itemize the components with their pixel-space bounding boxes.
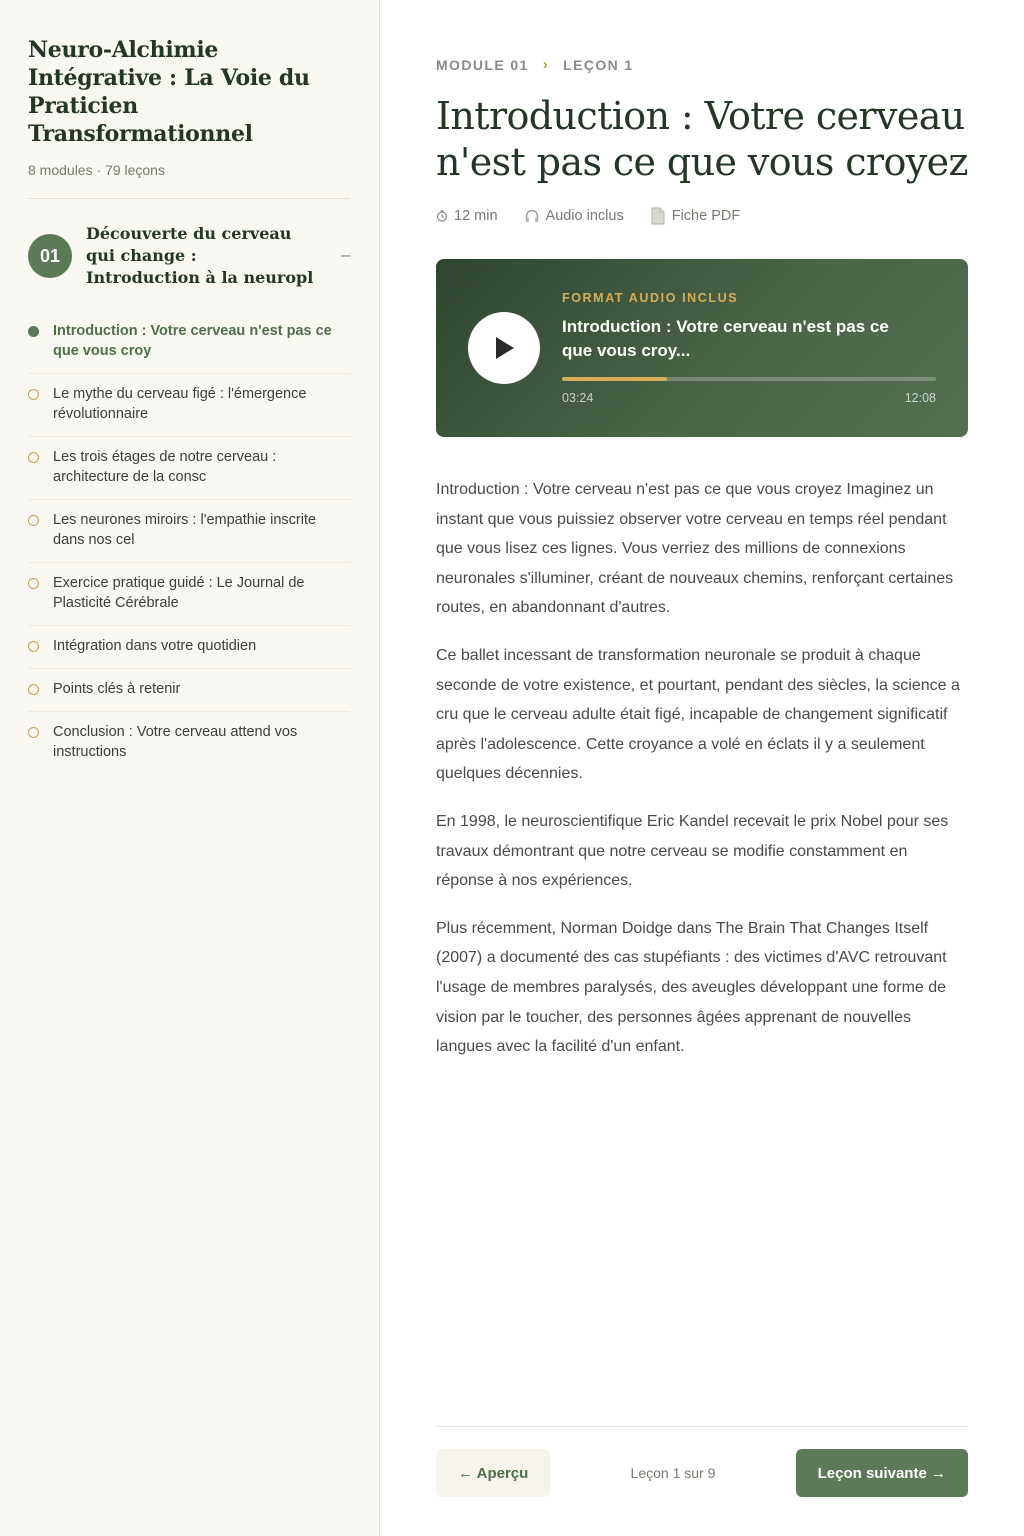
audio-player <box>436 259 968 437</box>
pdf-text[interactable]: Fiche PDF <box>671 208 741 224</box>
sidebar <box>0 0 380 1536</box>
lesson-status-dot <box>28 515 39 526</box>
sidebar-divider <box>28 198 350 199</box>
lesson-label: Conclusion : Votre cerveau attend vos instructions <box>53 724 298 760</box>
lesson-status-dot <box>28 578 39 589</box>
lesson-item-1[interactable] <box>28 311 350 374</box>
duration-meta <box>436 208 498 224</box>
lesson-label: Points clés à retenir <box>53 681 181 697</box>
lesson-status-dot <box>28 684 39 695</box>
breadcrumb <box>436 56 968 73</box>
lesson-item-3[interactable] <box>28 437 350 500</box>
lesson-item-4[interactable] <box>28 500 350 563</box>
lesson-item-7[interactable] <box>28 669 350 712</box>
lesson-status-dot <box>28 452 39 463</box>
audio-progress-bar[interactable] <box>562 377 936 381</box>
lesson-body <box>436 475 968 1062</box>
lesson-label: Introduction : Votre cerveau n'est pas ce que vous croy <box>53 323 332 359</box>
module-number-badge: 01 <box>28 234 72 278</box>
lesson-label: Le mythe du cerveau figé : l'émergence révolutionnaire <box>53 386 307 422</box>
lesson-item-8[interactable] <box>28 712 350 774</box>
audio-progress-fill <box>562 377 667 381</box>
lesson-footer <box>436 1426 968 1497</box>
audio-time-row <box>562 391 936 405</box>
lesson-item-2[interactable] <box>28 374 350 437</box>
breadcrumb-lesson: LEÇON 1 <box>563 56 634 73</box>
audio-kicker: FORMAT AUDIO INCLUS <box>562 291 739 305</box>
lesson-item-5[interactable] <box>28 563 350 626</box>
breadcrumb-module[interactable]: MODULE 01 <box>436 56 529 73</box>
lesson-label: Les trois étages de notre cerveau : architecture de la consc <box>53 449 277 485</box>
audio-info <box>562 291 936 405</box>
lesson-label: Intégration dans votre quotidien <box>53 638 257 654</box>
lesson-status-dot <box>28 389 39 400</box>
lesson-list <box>28 311 350 774</box>
pdf-meta[interactable] <box>650 207 741 225</box>
course-title: Neuro-Alchimie Intégrative : La Voie du Praticien Transformationnel <box>28 37 310 147</box>
lesson-status-dot <box>28 641 39 652</box>
page-title: Introduction : Votre cerveau n'est pas ce que vous croyez <box>436 94 968 184</box>
document-icon <box>650 207 666 225</box>
previous-button[interactable]: ← Aperçu <box>436 1449 550 1497</box>
current-time: 03:24 <box>562 391 594 405</box>
module-header[interactable] <box>28 223 350 289</box>
module-title: Découverte du cerveau qui change : Introduction à la neuropl <box>86 224 314 287</box>
lesson-counter: Leçon 1 sur 9 <box>630 1465 716 1481</box>
play-icon <box>492 335 516 361</box>
clock-icon <box>436 210 448 222</box>
duration-text: 12 min <box>454 208 498 224</box>
paragraph: En 1998, le neuroscientifique Eric Kandel recevait le prix Nobel pour ses travaux démontrant que notre cerveau se modifie constamment en réponse à nos expériences. <box>436 812 949 890</box>
collapse-icon[interactable]: – <box>341 247 350 264</box>
play-button[interactable] <box>468 312 540 384</box>
total-time: 12:08 <box>904 391 936 405</box>
course-meta: 8 modules · 79 leçons <box>28 162 165 178</box>
lesson-content <box>380 0 1024 1536</box>
lesson-status-dot <box>28 727 39 738</box>
lesson-meta <box>436 207 968 225</box>
chevron-right-icon: › <box>542 56 550 73</box>
paragraph: Ce ballet incessant de transformation neuronale se produit à chaque seconde de votre existence, et pourtant, pendant des siècles, la science a cru que le cerveau adulte était figé, incapable de changement significatif après l'adolescence. Cette croyance a volé en éclats il y a seulement quelques décennies. <box>436 646 960 783</box>
audio-title: Introduction : Votre cerveau n'est pas ce que vous croy... <box>562 317 889 360</box>
lesson-label: Exercice pratique guidé : Le Journal de Plasticité Cérébrale <box>53 575 305 611</box>
audio-text: Audio inclus <box>545 208 624 224</box>
paragraph: Introduction : Votre cerveau n'est pas ce que vous croyez Imaginez un instant que vous puissiez observer votre cerveau en temps réel pendant que vous lisez ces lignes. Vous verriez des millions de connexions neuronales s'illuminer, créant de nouveaux chemins, renforçant certaines routes, en abandonnant d'autres. <box>436 481 954 617</box>
next-lesson-button[interactable]: Leçon suivante → <box>796 1449 968 1497</box>
lesson-item-6[interactable] <box>28 626 350 669</box>
audio-meta <box>524 208 624 224</box>
lesson-status-dot <box>28 326 39 337</box>
paragraph: Plus récemment, Norman Doidge dans The Brain That Changes Itself (2007) a documenté des cas stupéfiants : des victimes d'AVC retrouvant l'usage de membres paralysés, des aveugles développant une forme de vision par le toucher, des personnes âgées apprenant de nouvelles langues avec la facilité d'un enfant. <box>436 919 947 1056</box>
lesson-label: Les neurones miroirs : l'empathie inscrite dans nos cel <box>53 512 317 548</box>
headphones-icon <box>524 208 540 224</box>
